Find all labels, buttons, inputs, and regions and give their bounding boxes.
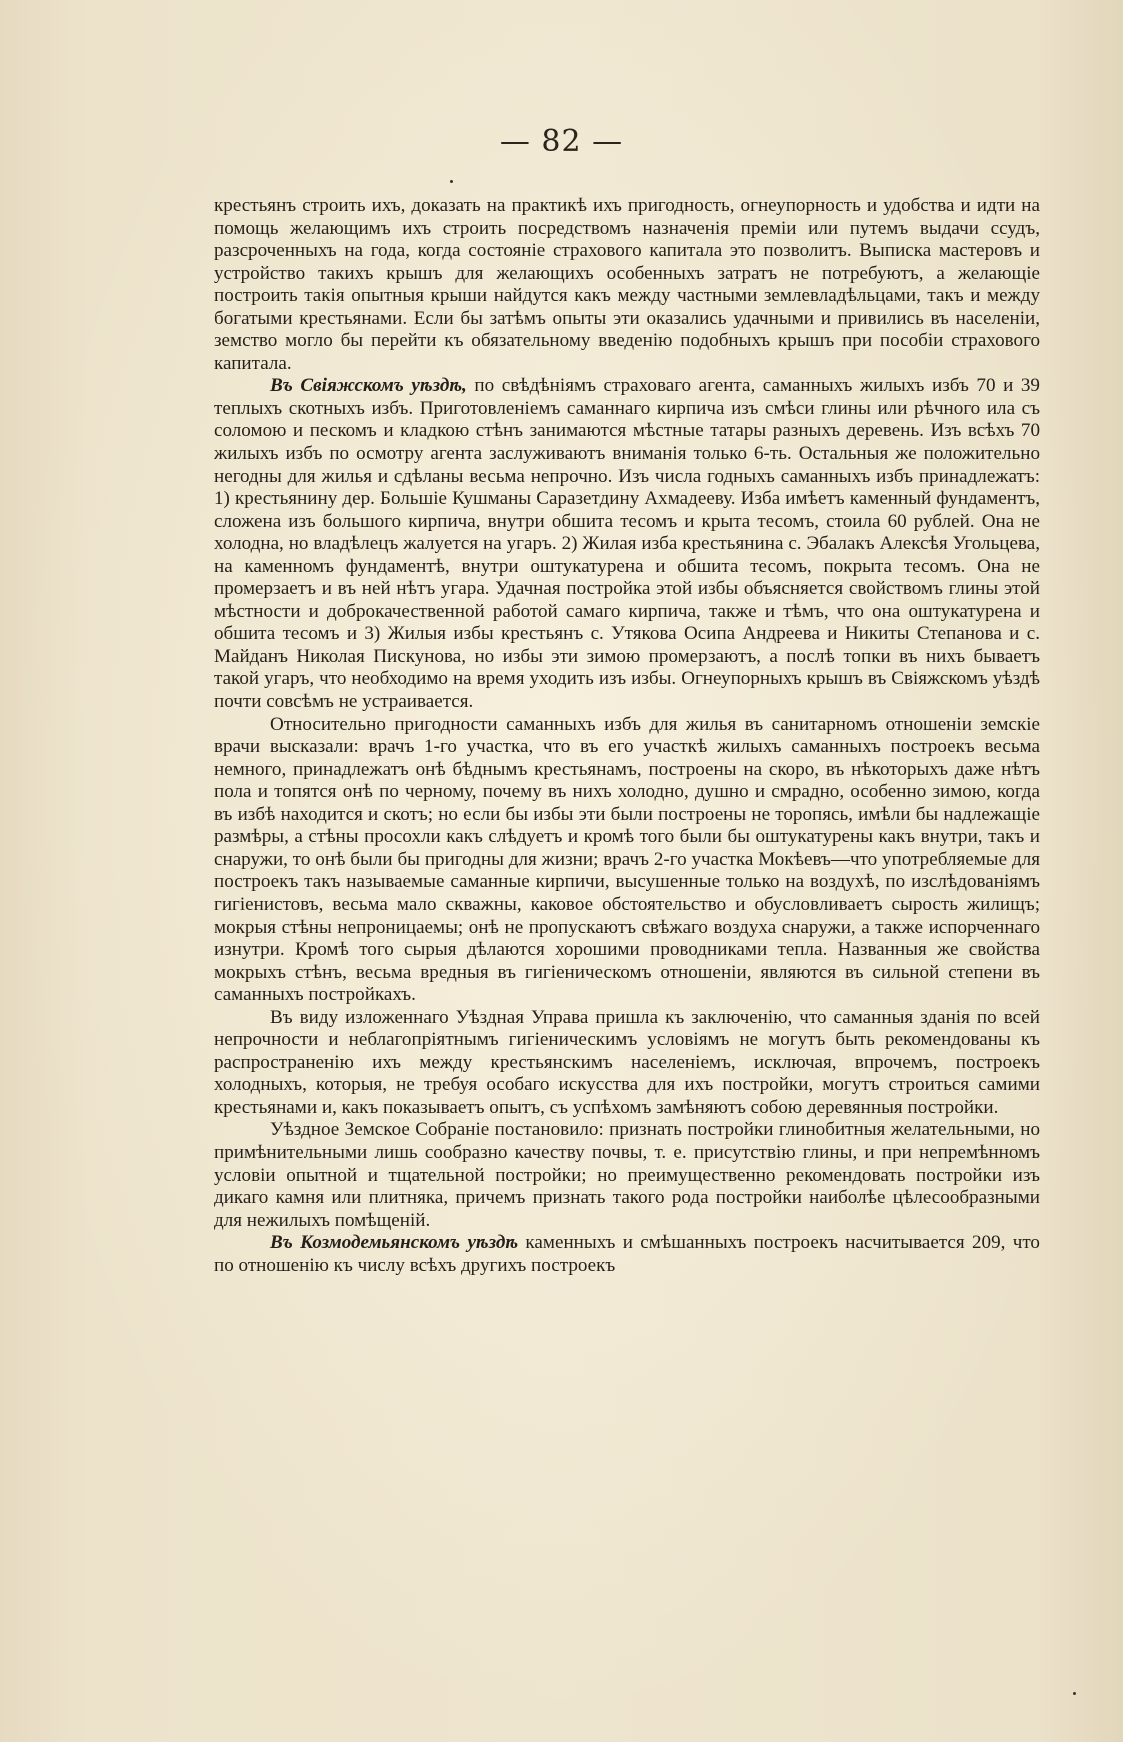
print-speck: [1073, 1692, 1076, 1695]
page-number: — 82 —: [499, 124, 624, 159]
paragraph-text: Въ виду изложеннаго Уѣздная Управа пришла къ заключенію, что саманныя зданія по всей непрочности и неблагопріятнымъ гигіеническимъ условіямъ не могутъ быть рекомендованы къ распространенію ихъ между крестьянскимъ населеніемъ, исключая, впрочемъ, построекъ холодныхъ, которыя, не требуя особаго искусства для ихъ постройки, могутъ строиться самими крестьянами и, какъ показываетъ опытъ, съ успѣхомъ замѣняютъ собою деревянныя постройки.: [214, 1006, 1040, 1118]
print-speck: [450, 180, 453, 183]
paragraph-text: Относительно пригодности саманныхъ избъ для жилья въ санитарномъ отношеніи земскіе врачи высказали: врачъ 1-го участка, что въ его участкѣ жилыхъ саманныхъ построекъ весьма немного, принадлежатъ онѣ бѣднымъ крестьянамъ, построены на скоро, въ нѣкоторыхъ даже нѣтъ пола и топятся онѣ по черному, почему въ нихъ холодно, душно и смрадно, особенно зимою, когда въ избѣ находится и скотъ; но если бы избы эти были построены не торопясь, имѣли бы надлежащіе размѣры, а стѣны просохли какъ слѣдуетъ и кромѣ того были бы оштукатурены какъ внутри, такъ и снаружи, то онѣ были бы пригодны для жизни; врачъ 2-го участка Мокѣевъ—что употребляемые для построекъ такъ называемые саманные кирпичи, высушенные только на воздухѣ, по изслѣдованіямъ гигіенистовъ, весьма мало скважны, каковое обстоятельство и обусловливаетъ сырость жилищъ; мокрыя стѣны непроницаемы; онѣ не пропускаютъ свѣжаго воздуха снаружи, а также испорченнаго изнутри. Кромѣ того сырыя дѣлаются хорошими проводниками тепла. Названныя же свойства мокрыхъ стѣнъ, весьма вредныя въ гигіеническомъ отношеніи, являются въ сильной степени въ саманныхъ постройкахъ.: [214, 713, 1040, 1006]
paragraph-lead: Въ Свіяжскомъ уѣздѣ,: [270, 375, 467, 397]
paragraph-text: каменныхъ и смѣшанныхъ построекъ насчитывается 209, что по отношенію къ числу всѣхъ другихъ построекъ: [214, 1232, 1040, 1276]
paragraph-text: Уѣздное Земское Собраніе постановило: признать постройки глинобитныя желательными, но примѣнительными лишь сообразно качеству почвы, т. е. присутствію глины, и при непремѣнномъ условіи опытной и тщательной постройки; но преимущественно рекомендовать постройки изъ дикаго камня или плитняка, причемъ признать такого рода постройки наиболѣе цѣлесообразными для нежилыхъ помѣщеній.: [214, 1119, 1040, 1231]
paragraph-lead: Въ Козмодемьянскомъ уѣздѣ: [270, 1232, 519, 1254]
paragraph: [214, 195, 1040, 375]
paragraph: [214, 714, 1040, 1007]
paragraph: [214, 375, 1040, 713]
body-text: [214, 195, 1040, 1277]
paragraph-text: по свѣдѣніямъ страховаго агента, саманныхъ жилыхъ избъ 70 и 39 теплыхъ скотныхъ избъ. Приготовленіемъ саманнаго кирпича изъ смѣси глины или рѣчного ила съ соломою и пескомъ и кладкою стѣнъ занимаются мѣстные татары разныхъ деревень. Изъ всѣхъ 70 жилыхъ избъ по осмотру агента заслуживаютъ вниманія только 6-ть. Остальныя же положительно негодны для жилья и сдѣланы весьма непрочно. Изъ числа годныхъ саманныхъ избъ принадлежатъ: 1) крестьянину дер. Большіе Кушманы Саразетдину Ахмадееву. Изба имѣетъ каменный фундаментъ, сложена изъ большого кирпича, внутри обшита тесомъ и крыта тесомъ, стоила 60 рублей. Она не холодна, но владѣлецъ жалуется на угаръ. 2) Жилая изба крестьянина с. Эбалакъ Алексѣя Угольцева, на каменномъ фундаментѣ, внутри оштукатурена и обшита тесомъ, покрыта тесомъ. Она не промерзаетъ и въ ней нѣтъ угара. Удачная постройка этой избы объясняется свойствомъ глины этой мѣстности и доброкачественной работой самаго кирпича, также и тѣмъ, что она оштукатурена и обшита тесомъ и 3) Жилыя избы крестьянъ с. Утякова Осипа Андреева и Никиты Степанова и с. Майданъ Николая Пискунова, но избы эти зимою промерзаютъ, а послѣ топки въ нихъ бываетъ такой угаръ, что необходимо на время уходить изъ избы. Огнеупорныхъ крышъ въ Свіяжскомъ уѣздѣ почти совсѣмъ не устраивается.: [214, 375, 1040, 713]
paragraph: [214, 1119, 1040, 1232]
paragraph-text: крестьянъ строить ихъ, доказать на практикѣ ихъ пригодность, огнеупорность и удобства и идти на помощь желающимъ ихъ строить посредствомъ назначенія преміи или путемъ выдачи ссудъ, разсроченныхъ на года, когда состояніе страхового капитала это позволитъ. Выписка мастеровъ и устройство такихъ крышъ для желающихъ особенныхъ затратъ не потребуютъ, а желающіе построить такія опытныя крыши найдутся какъ между частными землевладѣльцами, такъ и между богатыми крестьянами. Если бы затѣмъ опыты эти оказались удачными и привились въ населеніи, земство могло бы перейти къ обязательному введенію подобныхъ крышъ при пособіи страхового капитала.: [214, 195, 1040, 374]
paragraph: [214, 1232, 1040, 1277]
paragraph: [214, 1007, 1040, 1120]
